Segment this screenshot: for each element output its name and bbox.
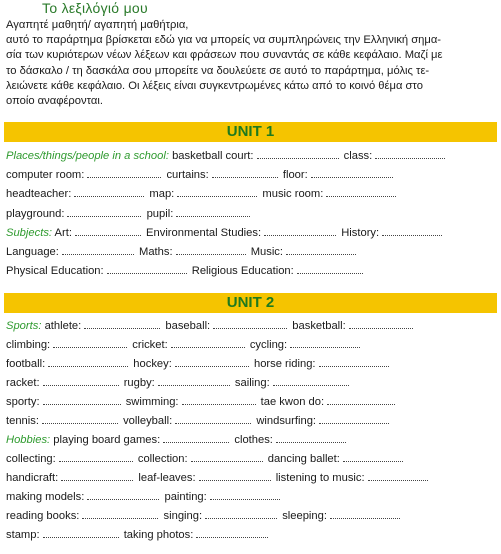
answer-blank[interactable] [264,234,336,236]
answer-blank[interactable] [87,176,161,178]
answer-blank[interactable] [158,384,230,386]
vocab-word: volleyball: [123,415,173,427]
vocab-row [6,263,498,280]
vocab-word: clothes: [234,434,273,446]
answer-blank[interactable] [61,479,133,481]
vocab-word: tennis: [6,415,39,427]
vocab-word: rugby: [123,377,155,389]
answer-blank[interactable] [210,498,280,500]
vocab-word: windsurfing: [256,415,317,427]
vocab-word: basketball: [292,320,346,332]
answer-blank[interactable] [199,479,271,481]
vocab-row [6,167,498,184]
vocab-word: pupil: [146,207,174,220]
vocab-word: History: [341,226,380,239]
vocab-word: leaf-leaves: [138,472,196,484]
vocab-word: cricket: [132,339,168,351]
vocab-word: baseball: [165,320,211,332]
vocab-word: taking photos: [123,529,194,541]
vocab-row [6,206,498,223]
vocab-word: Religious Education: [191,265,294,278]
vocab-word: floor: [282,169,308,182]
vocab-word: painting: [164,491,207,503]
answer-blank[interactable] [87,498,159,500]
vocab-row [6,527,498,544]
intro-line: σία των κυριότερων νέων λέξεων και φράσεων που συναντάς σε κάθε κεφάλαιο. Μαζί με [6,49,443,62]
answer-blank[interactable] [326,195,396,197]
vocab-row [6,432,498,449]
vocab-word: reading books: [6,510,80,522]
vocab-row [6,244,498,261]
vocab-word: stamp: [6,529,40,541]
intro-line: το δάσκαλο / τη δασκάλα σου μπορείτε να δουλεύετε σε αυτό το παράρτημα, μόλις τε- [6,64,430,77]
category-label: Hobbies: [6,434,51,446]
vocab-word: making models: [6,491,85,503]
vocab-word: listening to music: [275,472,365,484]
vocab-word: swimming: [125,396,179,408]
vocab-word: playing board games: [53,434,161,446]
vocab-word: sporty: [6,396,40,408]
answer-blank[interactable] [48,365,128,367]
vocab-word: headteacher: [6,188,72,201]
answer-blank[interactable] [175,365,249,367]
intro-line: οποίο αναφέρονται. [6,95,103,108]
answer-blank[interactable] [257,157,339,159]
vocab-row [6,356,498,373]
answer-blank[interactable] [43,384,119,386]
answer-blank[interactable] [59,460,133,462]
unit-2-heading: UNIT 2 [4,293,497,313]
intro-line: Αγαπητέ μαθητή/ αγαπητή μαθήτρια, [6,19,189,31]
answer-blank[interactable] [343,460,403,462]
vocab-row [6,148,498,165]
vocab-row [6,186,498,203]
answer-blank[interactable] [297,272,363,274]
vocab-word: sleeping: [282,510,327,522]
answer-blank[interactable] [74,195,144,197]
answer-blank[interactable] [330,517,400,519]
category-label: Places/things/people in a school: [6,150,169,162]
answer-blank[interactable] [212,176,278,178]
answer-blank[interactable] [62,253,134,255]
answer-blank[interactable] [176,215,250,217]
vocab-row [6,470,498,487]
answer-blank[interactable] [43,403,121,405]
vocab-row [6,225,498,242]
answer-blank[interactable] [273,384,349,386]
unit-1-heading: UNIT 1 [4,122,497,142]
vocab-word: dancing ballet: [267,453,340,465]
intro-line: αυτό το παράρτημα βρίσκεται εδώ για να μπορείς να συμπληρώνεις την Ελληνική σημα- [6,34,442,47]
vocab-word: basketball court: [172,150,254,162]
answer-blank[interactable] [75,234,141,236]
answer-blank[interactable] [163,441,229,443]
vocab-word: computer room: [6,169,85,182]
vocab-word: curtains: [166,169,209,182]
category-label: Sports: [6,320,42,332]
vocab-word: playground: [6,207,65,220]
answer-blank[interactable] [182,403,256,405]
vocab-word: football: [6,358,46,370]
answer-blank[interactable] [196,536,268,538]
category-label: Subjects: [6,226,53,239]
answer-blank[interactable] [43,536,119,538]
vocab-row [6,451,498,468]
answer-blank[interactable] [286,253,356,255]
answer-blank[interactable] [67,215,141,217]
vocab-word: Music: [250,246,284,258]
answer-blank[interactable] [191,460,263,462]
page-title: Το λεξιλόγιό μου [42,0,148,16]
intro-paragraph [6,18,496,109]
answer-blank[interactable] [176,253,246,255]
vocab-word: Language: [6,246,59,258]
vocab-row [6,375,498,392]
vocab-word: Physical Education: [6,265,104,278]
vocab-row [6,508,498,525]
answer-blank[interactable] [82,517,158,519]
answer-blank[interactable] [311,176,393,178]
vocab-word: athlete: [44,320,82,332]
answer-blank[interactable] [213,327,287,329]
vocab-row [6,337,498,354]
vocab-word: cycling: [249,339,288,351]
answer-blank[interactable] [375,157,445,159]
vocab-word: racket: [6,377,40,389]
vocab-word: tae kwon do: [260,396,325,408]
answer-blank[interactable] [42,422,118,424]
answer-blank[interactable] [290,346,360,348]
vocab-word: class: [343,150,373,162]
vocab-word: Art: [54,226,72,239]
answer-blank[interactable] [53,346,127,348]
answer-blank[interactable] [368,479,428,481]
vocab-row [6,394,498,411]
intro-line: λειώνετε κάθε κεφάλαιο. Οι λέξεις είναι συγκεντρωμένες κάτω από το κοινό θέμα στο [6,79,423,92]
vocab-row [6,489,498,506]
answer-blank[interactable] [319,422,389,424]
vocab-row [6,318,498,335]
vocab-word: horse riding: [253,358,316,370]
vocab-word: collection: [137,453,188,465]
vocab-word: sailing: [234,377,270,389]
vocab-word: climbing: [6,339,51,351]
answer-blank[interactable] [327,403,395,405]
vocab-row [6,413,498,430]
vocab-word: collecting: [6,453,56,465]
answer-blank[interactable] [205,517,277,519]
answer-blank[interactable] [382,234,442,236]
vocab-word: music room: [262,188,324,201]
answer-blank[interactable] [276,441,346,443]
answer-blank[interactable] [175,422,251,424]
vocab-word: map: [149,188,175,201]
answer-blank[interactable] [177,195,257,197]
vocab-word: Maths: [139,246,173,258]
answer-blank[interactable] [107,272,187,274]
answer-blank[interactable] [319,365,389,367]
vocab-word: handicraft: [6,472,59,484]
vocab-word: hockey: [133,358,172,370]
vocab-word: Environmental Studies: [146,226,262,239]
vocab-word: singing: [163,510,203,522]
answer-blank[interactable] [349,327,413,329]
answer-blank[interactable] [84,327,160,329]
answer-blank[interactable] [171,346,245,348]
